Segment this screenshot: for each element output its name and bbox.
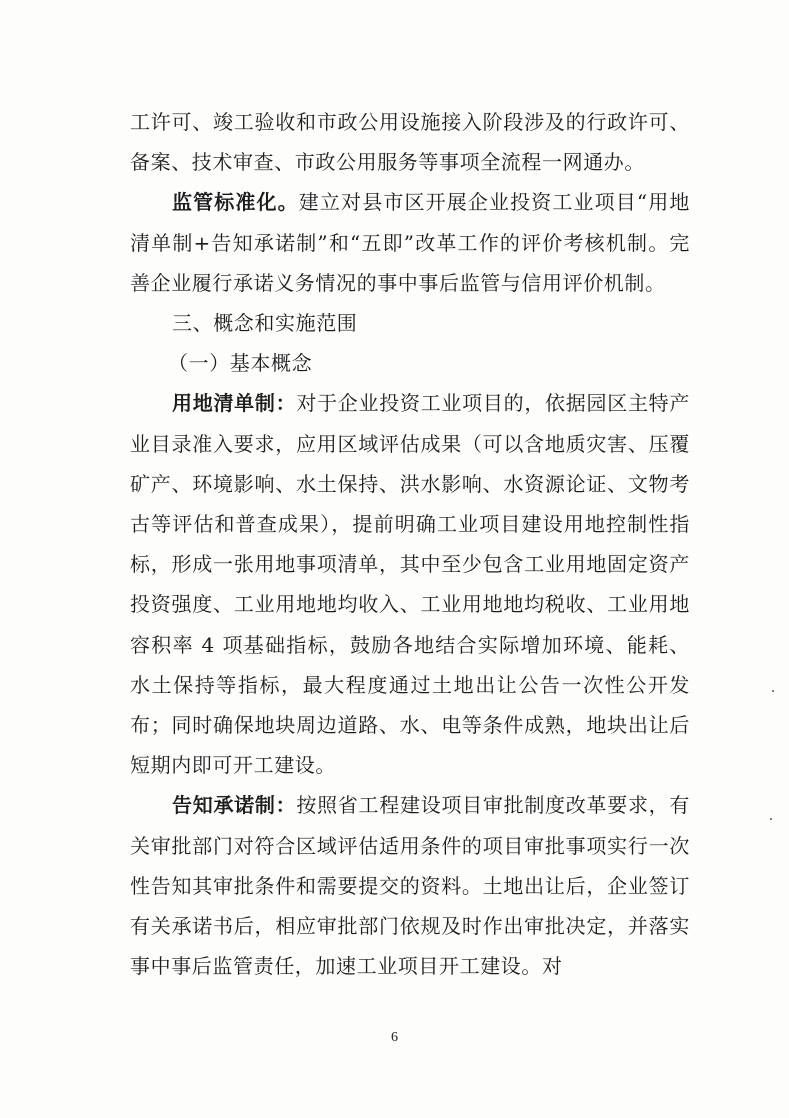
paragraph-text: 工许可、竣工验收和市政公用设施接入阶段涉及的行政许可、备案、技术审查、市政公用服务等事项全流程一网通办。 bbox=[130, 110, 690, 175]
scan-speck bbox=[772, 690, 774, 692]
paragraph-lead: 用地清单制： bbox=[172, 391, 297, 416]
page-number: 6 bbox=[391, 1030, 398, 1045]
paragraph-notification-commitment bbox=[130, 785, 690, 986]
document-body bbox=[130, 102, 690, 986]
section-heading: 三、概念和实施范围 bbox=[172, 311, 358, 336]
paragraph-supervision bbox=[130, 182, 690, 303]
paragraph-lead: 告知承诺制： bbox=[172, 793, 297, 818]
paragraph-continuation bbox=[130, 102, 690, 182]
paragraph-lead: 监管标准化。 bbox=[172, 190, 299, 215]
paragraph-text: 按照省工程建设项目审批制度改革要求，有关审批部门对符合区域评估适用条件的项目审批事项实行一次性告知其审批条件和需要提交的资料。土地出让后，企业签订有关承诺书后，相应审批部门依规及时作出审批决定，并落实事中事后监管责任，加速工业项目开工建设。对 bbox=[130, 793, 690, 979]
subsection-heading: （一）基本概念 bbox=[168, 351, 313, 376]
paragraph-text: 对于企业投资工业项目的，依据园区主特产业目录准入要求，应用区域评估成果（可以含地质灾害、压覆矿产、环境影响、水土保持、洪水影响、水资源论证、文物考古等评估和普查成果），提前明确工业项目建设用地控制性指标，形成一张用地事项清单，其中至少包含工业用地固定资产投资强度、工业用地地均收入、工业用地地均税收、工业用地容积率 4 项基础指标，鼓励各地结合实际增加环境、能耗、水土保持等指标，最大程度通过土地出让公告一次性公开发布；同时确保地块周边道路、水、电等条件成熟，地块出让后短期内即可开工建设。 bbox=[130, 391, 690, 778]
paragraph-land-list bbox=[130, 383, 690, 785]
paragraph-text: 建立对县市区开展企业投资工业项目“用地清单制+告知承诺制”和“五即”改革工作的评价考核机制。完善企业履行承诺义务情况的事中事后监管与信用评价机制。 bbox=[130, 190, 690, 295]
scan-speck bbox=[770, 818, 772, 820]
